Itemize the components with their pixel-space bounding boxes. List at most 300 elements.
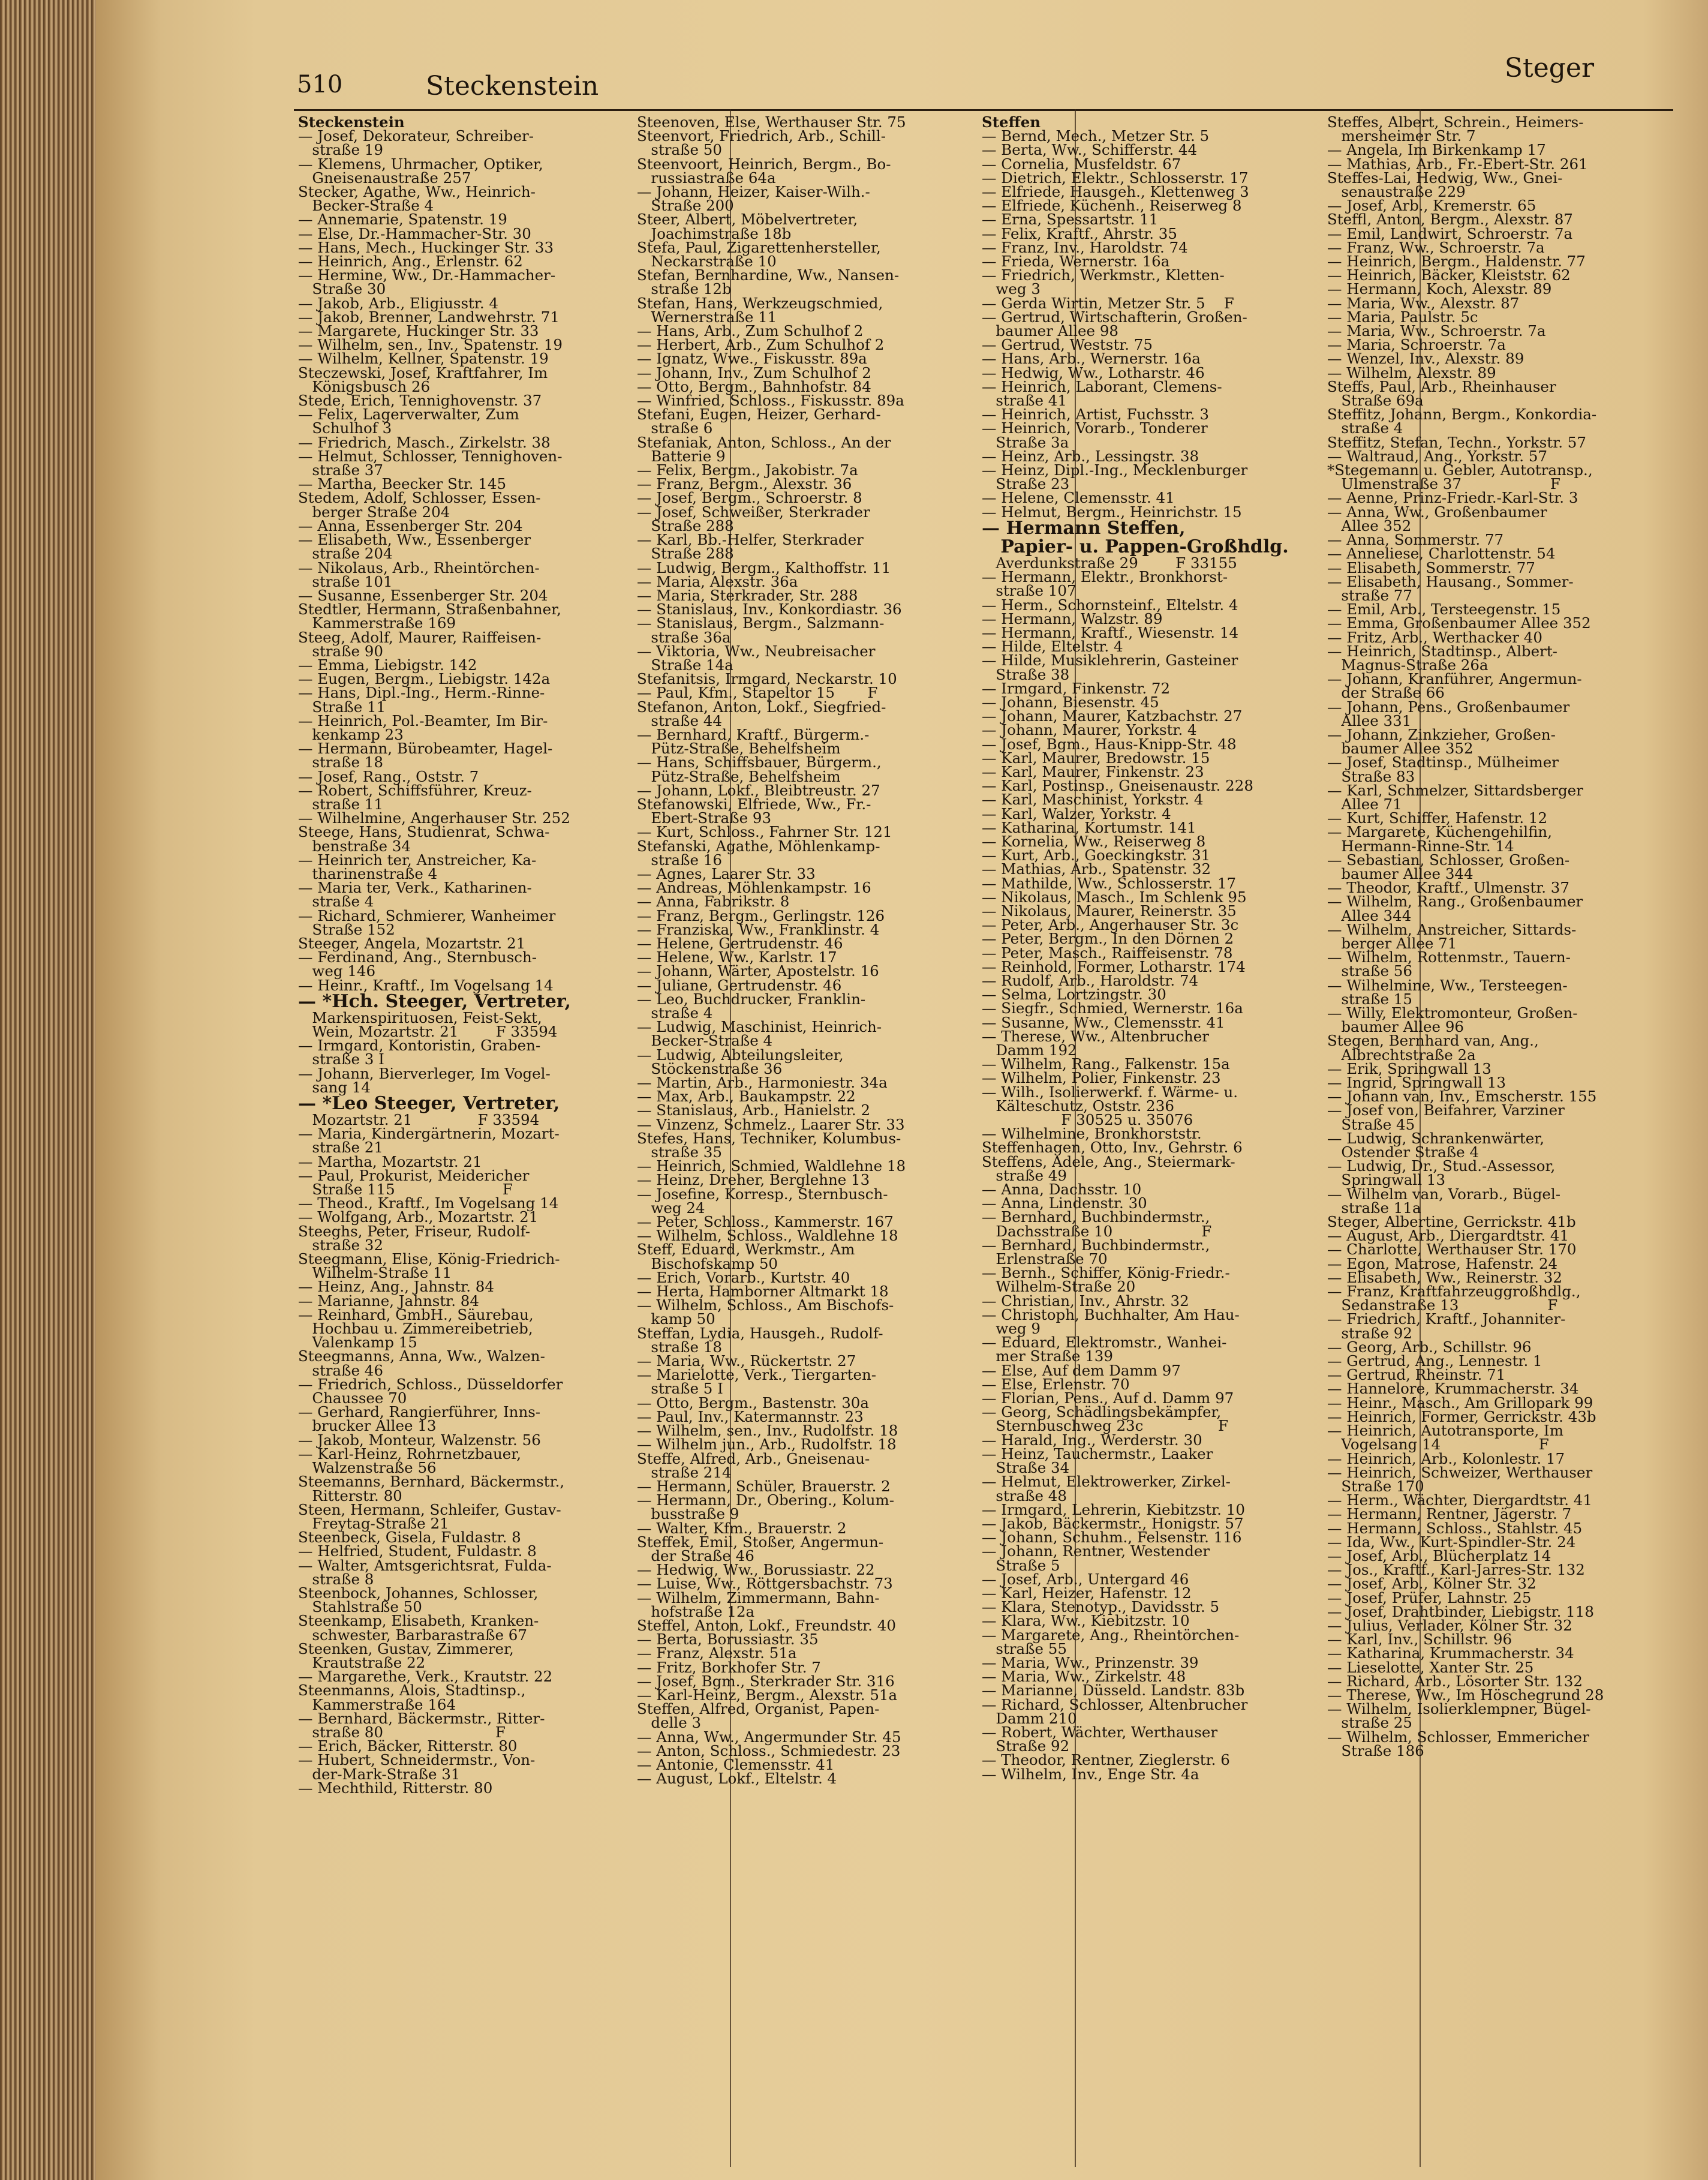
directory-entry: — Josef von, Beifahrer, Varziner Straße 45 — [1327, 1101, 1565, 1133]
directory-entry: — Heinrich, Autotransporte, Im Vogelsang 14 F — [1327, 1422, 1563, 1454]
directory-entry: — Vinzenz, Schmelz., Laarer Str. 33 — [637, 1115, 905, 1133]
directory-entry: — Winfried, Schloss., Fiskusstr. 89a — [637, 392, 904, 410]
directory-entry: — Josef, Bgm., Haus-Knipp-Str. 48 — [982, 735, 1237, 753]
directory-entry: — Wilhelm jun., Arb., Rudolfstr. 18 — [637, 1436, 897, 1454]
directory-entry: — Josef, Schweißer, Sterkrader Straße 288 — [637, 503, 870, 535]
directory-entry: — Gerhard, Rangierführer, Inns- brucker Allee 13 — [298, 1403, 541, 1435]
directory-entry: — Hermann, Rentner, Jägerstr. 7 — [1327, 1505, 1572, 1523]
directory-entry: — Erik, Springwall 13 — [1327, 1059, 1492, 1077]
directory-entry: — Johann, Kranführer, Angermun- der Straße 66 — [1327, 670, 1582, 702]
directory-entry: Steffe, Alfred, Arb., Gneisenau- straße 214 — [637, 1449, 870, 1481]
directory-entry: — Wilhelmine, Ww., Tersteegen- straße 15 — [1327, 976, 1568, 1008]
directory-entry: — Nikolaus, Arb., Rheintörchen- straße 101 — [298, 558, 540, 590]
directory-entry: — Johann, Schuhm., Felsenstr. 116 — [982, 1529, 1242, 1547]
directory-entry: — Josef, Rang., Oststr. 7 — [298, 767, 479, 785]
directory-entry: — Maria, Kindergärtnerin, Mozart- straße 21 — [298, 1125, 560, 1157]
directory-entry: — Herbert, Arb., Zum Schulhof 2 — [637, 336, 885, 354]
directory-entry: — Marianne, Düsseld. Landstr. 83b — [982, 1681, 1245, 1699]
directory-entry: — Wilhelm, Inv., Enge Str. 4a — [982, 1765, 1199, 1783]
directory-entry: — Herm., Schornsteinf., Eltelstr. 4 — [982, 596, 1238, 614]
directory-entry: — Johann, Maurer, Katzbachstr. 27 — [982, 707, 1243, 725]
directory-entry: — Andreas, Möhlenkampstr. 16 — [637, 879, 871, 897]
directory-entry: — Elisabeth, Ww., Reinerstr. 32 — [1327, 1268, 1562, 1286]
directory-entry: — Bernhard, Kraftf., Bürgerm.- Pütz-Straße, Behelfsheim — [637, 725, 870, 758]
directory-entry: — Susanne, Ww., Clemensstr. 41 — [982, 1013, 1225, 1031]
directory-entry: — Friedrich, Schloss., Düsseldorfer Chaussee 70 — [298, 1375, 563, 1407]
directory-entry: — Aenne, Prinz-Friedr.-Karl-Str. 3 — [1327, 489, 1578, 507]
directory-entry: — Agnes, Laarer Str. 33 — [637, 864, 816, 882]
directory-entry: — Karl, Maurer, Finkenstr. 23 — [982, 762, 1204, 780]
directory-entry: — Bernh., Schiffer, König-Friedr.- Wilhelm-Straße 20 — [982, 1264, 1230, 1296]
directory-entry: — Lieselotte, Xanter Str. 25 — [1327, 1658, 1534, 1676]
directory-entry: — Elfriede, Küchenh., Reiserweg 8 — [982, 197, 1242, 215]
directory-entry: — Heinz, Tauchermstr., Laaker Straße 34 — [982, 1445, 1213, 1477]
directory-entry: — Helene, Gertrudenstr. 46 — [637, 934, 843, 952]
directory-entry: Steffs, Paul, Arb., Rheinhauser Straße 69a — [1327, 377, 1556, 410]
directory-entry: — Herta, Hamborner Altmarkt 18 — [637, 1283, 889, 1301]
directory-entry: — Richard, Schmierer, Wanheimer Straße 152 — [298, 906, 556, 938]
directory-entry: — Paul, Kfm., Stapeltor 15 F — [637, 684, 878, 702]
directory-entry: — Franz, Alexstr. 51a — [637, 1644, 797, 1662]
directory-entry: — Hans, Schiffsbauer, Bürgerm., Pütz-Straße, Behelfsheim — [637, 753, 882, 785]
directory-entry: — Anna, Lindenstr. 30 — [982, 1194, 1147, 1212]
directory-entry: — Erich, Vorarb., Kurtstr. 40 — [637, 1268, 850, 1286]
directory-entry: — Klara, Stenotyp., Davidsstr. 5 — [982, 1598, 1220, 1616]
directory-entry: Stefaniak, Anton, Schloss., An der Batterie 9 — [637, 433, 891, 465]
directory-entry: — Heinrich, Ang., Erlenstr. 62 — [298, 253, 523, 271]
directory-entry: — Heinrich, Artist, Fuchsstr. 3 — [982, 406, 1209, 424]
directory-entry: — Johann, Inv., Zum Schulhof 2 — [637, 364, 871, 382]
directory-entry: — Anna, Ww., Großenbaumer Allee 352 — [1327, 503, 1547, 535]
directory-entry: — Heinrich, Former, Gerrickstr. 43b — [1327, 1407, 1596, 1425]
directory-entry: Steffel, Anton, Lokf., Freundstr. 40 — [637, 1616, 896, 1634]
directory-entry: *Stegemann u. Gebler, Autotransp., Ulmenstraße 37 F — [1327, 461, 1593, 493]
directory-entry: — Rudolf, Arb., Haroldstr. 74 — [982, 971, 1199, 989]
directory-entry: — Siegfr., Schmied, Wernerstr. 16a — [982, 999, 1243, 1017]
directory-entry: — Juliane, Gertrudenstr. 46 — [637, 976, 842, 994]
directory-entry: — Ludwig, Bergm., Kalthoffstr. 11 — [637, 558, 891, 576]
directory-entry: — Maria, Ww., Rückertstr. 27 — [637, 1352, 856, 1370]
directory-entry: — Peter, Bergm., In den Dörnen 2 — [982, 930, 1234, 948]
directory-entry: — Josef, Stadtinsp., Mülheimer Straße 83 — [1327, 753, 1559, 785]
directory-entry: — Karl, Walzer, Yorkstr. 4 — [982, 804, 1171, 822]
directory-entry: — Anna, Dachsstr. 10 — [982, 1181, 1142, 1199]
directory-entry: Steeg, Adolf, Maurer, Raiffeisen- straße 90 — [298, 628, 542, 660]
directory-entry: — Eugen, Bergm., Liebigstr. 142a — [298, 670, 551, 688]
directory-entry: — Heinr., Masch., Am Grillopark 99 — [1327, 1394, 1593, 1412]
directory-entry: — Emil, Landwirt, Schroerstr. 7a — [1327, 224, 1573, 242]
directory-entry: Steer, Albert, Möbelvertreter, Joachimstraße 18b — [637, 211, 858, 242]
directory-entry: — Christoph, Buchhalter, Am Hau- weg 9 — [982, 1305, 1240, 1338]
directory-entry: — Wilhelm, Schloss., Am Bischofs- kamp 50 — [637, 1296, 894, 1328]
directory-entry: — Johann van, Inv., Emscherstr. 155 — [1327, 1088, 1597, 1106]
directory-entry: Stecker, Agathe, Ww., Heinrich- Becker-Straße 4 — [298, 183, 536, 215]
directory-entry: — Ludwig, Abteilungsleiter, Stöckenstraße 36 — [637, 1046, 844, 1077]
directory-entry: — Hermann, Elektr., Bronkhorst- straße 107 — [982, 568, 1228, 600]
directory-entry: — Maria, Schroerstr. 7a — [1327, 336, 1506, 354]
directory-entry: — Paul, Inv., Katermannstr. 23 — [637, 1407, 864, 1425]
directory-entry: — Wilhelm, sen., Inv., Rudolfstr. 18 — [637, 1422, 898, 1440]
directory-entry: — Johann, Bierverleger, Im Vogel- sang 14 — [298, 1064, 551, 1096]
directory-entry: — Berta, Borussiastr. 35 — [637, 1631, 819, 1648]
directory-entry: — Helmut, Elektrowerker, Zirkel- straße 48 — [982, 1473, 1231, 1505]
directory-entry: — Margarete, Küchengehilfin, Hermann-Rinne-Str. 14 — [1327, 823, 1552, 855]
directory-entry: — Karl, Bb.-Helfer, Sterkrader Straße 288 — [637, 531, 864, 563]
directory-entry: — Bernhard, Bäckermstr., Ritter- straße 80 F — [298, 1709, 545, 1741]
directory-entry: Steffitz, Stefan, Techn., Yorkstr. 57 — [1327, 433, 1586, 451]
directory-entry: — Berta, Ww., Schifferstr. 44 — [982, 141, 1198, 159]
directory-entry: Markenspirituosen, Feist-Sekt, Wein, Mozartstr. 21 F 33594 — [312, 1008, 558, 1040]
directory-entry: — Elisabeth, Sommerstr. 77 — [1327, 558, 1535, 576]
directory-entry: — Hermann, Schloss., Stahlstr. 45 — [1327, 1519, 1583, 1537]
header-first-surname: Steckenstein — [426, 71, 599, 101]
directory-entry: — Heinrich, Bäcker, Kleiststr. 62 — [1327, 266, 1571, 284]
directory-entry: — Charlotte, Werthauser Str. 170 — [1327, 1241, 1577, 1259]
directory-entry: — Karl, Inv., Schillstr. 96 — [1327, 1631, 1512, 1648]
directory-entry: — Heinrich ter, Anstreicher, Ka- tharinenstraße 4 — [298, 851, 537, 882]
directory-entry: Steenken, Gustav, Zimmerer, Krautstraße 22 — [298, 1639, 514, 1671]
directory-entry: — Josef, Arb., Blücherplatz 14 — [1327, 1547, 1551, 1565]
directory-entry: — Cornelia, Musfeldstr. 67 — [982, 155, 1181, 173]
directory-entry: Steenvoort, Heinrich, Bergm., Bo- russiastraße 64a — [637, 155, 891, 187]
directory-entry: — Franz, Kraftfahrzeuggroßhdlg., Sedanstraße 13 F — [1327, 1283, 1581, 1314]
directory-entry: — Otto, Bergm., Bahnhofstr. 84 — [637, 377, 871, 395]
directory-entry: — Wilhelm, Anstreicher, Sittards- berger Allee 71 — [1327, 920, 1577, 952]
directory-entry: — Fritz, Borkhofer Str. 7 — [637, 1658, 821, 1676]
directory-entry: — Fritz, Arb., Werthacker 40 — [1327, 628, 1542, 646]
directory-entry: — Theodor, Kraftf., Ulmenstr. 37 — [1327, 879, 1569, 897]
directory-entry: — Heinz, Ang., Jahnstr. 84 — [298, 1278, 494, 1296]
directory-entry: — Gerda Wirtin, Metzer Str. 5 F — [982, 294, 1234, 312]
directory-entry: Stegen, Bernhard van, Ang., Albrechtstraße 2a — [1327, 1032, 1539, 1064]
directory-entry: — Johann, Zinkzieher, Großen- baumer Allee 352 — [1327, 725, 1556, 758]
directory-entry: — Kornelia, Ww., Reiserweg 8 — [982, 832, 1206, 850]
directory-entry: — Gertrud, Weststr. 75 — [982, 336, 1153, 354]
directory-entry: Steenbeck, Gisela, Fuldastr. 8 — [298, 1529, 521, 1547]
directory-entry: Steemanns, Bernhard, Bäckermstr., Ritterstr. 80 — [298, 1473, 565, 1505]
directory-entry: — Hermann, Koch, Alexstr. 89 — [1327, 280, 1552, 298]
directory-entry: — Nikolaus, Masch., Im Schlenk 95 — [982, 888, 1247, 906]
directory-entry: — Selma, Lortzingstr. 30 — [982, 986, 1166, 1004]
directory-entry: Mozartstr. 21 F 33594 — [298, 1111, 540, 1129]
directory-entry: — Hermann, Walzstr. 89 — [982, 609, 1163, 627]
directory-entry: — Elisabeth, Hausang., Sommer- straße 77 — [1327, 572, 1574, 604]
directory-entry: Stedtler, Hermann, Straßenbahner, Kammerstraße 169 — [298, 600, 561, 632]
directory-entry: — Gertrud, Wirtschafterin, Großen- baumer Allee 98 — [982, 308, 1247, 340]
directory-entry: — Johann, Biesenstr. 45 — [982, 693, 1159, 711]
directory-entry: Steger, Albertine, Gerrickstr. 41b — [1327, 1213, 1576, 1231]
directory-entry: Steenoven, Else, Werthauser Str. 75 — [637, 115, 906, 131]
directory-entry: — Julius, Verlader, Kölner Str. 32 — [1327, 1616, 1572, 1634]
directory-entry: — Hans, Dipl.-Ing., Herm.-Rinne- Straße 11 — [298, 684, 545, 716]
directory-entry: — Maria, Alexstr. 36a — [637, 572, 798, 590]
directory-entry: — Wilhelmine, Bronkhorststr. — [982, 1125, 1202, 1143]
directory-entry: — Viktoria, Ww., Neubreisacher Straße 14a — [637, 642, 876, 674]
directory-entry: — Margarete, Ang., Rheintörchen- straße 55 — [982, 1626, 1240, 1657]
directory-entry: — Wilhelm, Rang., Großenbaumer Allee 344 — [1327, 893, 1583, 924]
directory-entry: — Martin, Arb., Harmoniestr. 34a — [637, 1074, 888, 1092]
directory-entry: — Johann, Maurer, Yorkstr. 4 — [982, 721, 1197, 739]
directory-entry: — Wilhelm van, Vorarb., Bügel- straße 11a — [1327, 1185, 1560, 1217]
directory-entry: — Johann, Wärter, Apostelstr. 16 — [637, 962, 879, 980]
directory-entry: — Maria, Sterkrader, Str. 288 — [637, 586, 858, 604]
directory-entry: — Antonie, Clemensstr. 41 — [637, 1755, 835, 1773]
directory-entry: — Erich, Bäcker, Ritterstr. 80 — [298, 1737, 518, 1755]
directory-entry: — Emil, Arb., Tersteegenstr. 15 — [1327, 600, 1561, 618]
directory-entry: Steenbock, Johannes, Schlosser, Stahlstraße 50 — [298, 1584, 539, 1616]
directory-entry: Stefani, Eugen, Heizer, Gerhard- straße 6 — [637, 406, 881, 437]
directory-entry: — Heinz, Dipl.-Ing., Mecklenburger Straße 23 — [982, 461, 1248, 493]
directory-entry: — Josef, Bgm., Sterkrader Str. 316 — [637, 1672, 895, 1690]
directory-entry: — Heinrich, Pol.-Beamter, Im Bir- kenkamp 23 — [298, 711, 548, 743]
directory-entry: — Johann, Lokf., Bleibtreustr. 27 — [637, 781, 880, 799]
directory-entry: — Wilhelm, Schloss., Waldlehne 18 — [637, 1227, 898, 1245]
directory-entry: — Ludwig, Maschinist, Heinrich- Becker-Straße 4 — [637, 1018, 882, 1050]
directory-column-2 — [637, 115, 982, 2167]
directory-entry: — Peter, Schloss., Kammerstr. 167 — [637, 1213, 894, 1231]
directory-entry: — Josef, Arb., Untergard 46 — [982, 1570, 1189, 1588]
directory-entry: — Franz, Bergm., Gerlingstr. 126 — [637, 906, 885, 924]
directory-entry: Steczewski, Josef, Kraftfahrer, Im Königsbusch 26 — [298, 364, 548, 395]
directory-entry: — Felix, Lagerverwalter, Zum Schulhof 3 — [298, 406, 519, 437]
directory-entry: — Max, Arb., Baukampstr. 22 — [637, 1088, 856, 1106]
directory-entry: — Klemens, Uhrmacher, Optiker, Gneisenaustraße 257 — [298, 155, 543, 187]
directory-entry: — Katharina, Krummacherstr. 34 — [1327, 1644, 1574, 1662]
directory-entry: — Ignatz, Wwe., Fiskusstr. 89a — [637, 350, 867, 368]
directory-entry: — Maria, Ww., Schroerstr. 7a — [1327, 322, 1546, 340]
directory-entry: — Jakob, Brenner, Landwehrstr. 71 — [298, 308, 560, 326]
directory-entry: — Hilde, Musiklehrerin, Gasteiner Straße 38 — [982, 651, 1238, 683]
directory-entry: — Karl-Heinz, Bergm., Alexstr. 51a — [637, 1686, 898, 1704]
directory-entry: — Nikolaus, Maurer, Reinerstr. 35 — [982, 902, 1237, 920]
page-number: 510 — [297, 71, 343, 98]
directory-entry: Stefanowski, Elfriede, Ww., Fr.- Ebert-Straße 93 — [637, 795, 871, 827]
directory-entry: — Ingrid, Springwall 13 — [1327, 1074, 1506, 1092]
directory-entry: — Irmgard, Kontoristin, Graben- straße 3 I — [298, 1037, 541, 1068]
directory-entry: — Herm., Wächter, Diergardtstr. 41 — [1327, 1491, 1592, 1509]
directory-entry: — Kurt, Schloss., Fahrner Str. 121 — [637, 823, 892, 841]
directory-entry: — Hedwig, Ww., Borussiastr. 22 — [637, 1561, 875, 1579]
directory-entry: — Wilhelm, Rang., Falkenstr. 15a — [982, 1055, 1230, 1073]
directory-entry: — Jakob, Bäckermstr., Honigstr. 57 — [982, 1514, 1244, 1532]
directory-entry: — Stanislaus, Bergm., Salzmann- straße 36a — [637, 614, 885, 646]
directory-entry: — Bernd, Mech., Metzer Str. 5 — [982, 127, 1210, 145]
directory-entry: — Wilhelm, Schlosser, Emmericher Straße 186 — [1327, 1728, 1589, 1759]
advertisement-entry: — Hermann Steffen, — [982, 517, 1186, 539]
directory-entry: Stefanski, Agathe, Möhlenkamp- straße 16 — [637, 837, 880, 869]
directory-entry: — Emma, Liebigstr. 142 — [298, 656, 477, 674]
directory-entry: — Harald, Ing., Werderstr. 30 — [982, 1431, 1202, 1449]
directory-entry: — Heinrich, Vorarb., Tonderer Straße 3a — [982, 419, 1208, 451]
directory-entry: — Karl, Maurer, Bredowstr. 15 — [982, 749, 1210, 767]
directory-entry: Steenvort, Friedrich, Arb., Schill- straße 50 — [637, 127, 886, 159]
directory-entry: Steen, Hermann, Schleifer, Gustav- Freytag-Straße 21 — [298, 1500, 561, 1532]
directory-entry: — Eduard, Elektromstr., Wanhei- mer Straße 139 — [982, 1334, 1227, 1365]
directory-entry: — Irmgard, Lehrerin, Kiebitzstr. 10 — [982, 1500, 1245, 1518]
directory-entry: — Heinrich, Arb., Kolonlestr. 17 — [1327, 1449, 1565, 1467]
directory-entry: Steeghs, Peter, Friseur, Rudolf- straße 32 — [298, 1222, 531, 1254]
directory-entry: Stefan, Bernhardine, Ww., Nansen- straße 12b — [637, 266, 900, 298]
directory-entry: — Robert, Wächter, Werthauser Straße 92 — [982, 1723, 1218, 1755]
directory-entry: — Karl, Postinsp., Gneisenaustr. 228 — [982, 777, 1253, 795]
directory-entry: — Jakob, Monteur, Walzenstr. 56 — [298, 1431, 541, 1449]
directory-entry: Steffes, Albert, Schrein., Heimers- mersheimer Str. 7 — [1327, 115, 1584, 145]
directory-entry: — Ida, Ww., Kurt-Spindler-Str. 24 — [1327, 1533, 1576, 1551]
directory-entry: — Hans, Arb., Wernerstr. 16a — [982, 350, 1201, 368]
directory-entry: — Ludwig, Dr., Stud.-Assessor, Springwall 13 — [1327, 1157, 1556, 1189]
directory-entry: Steffitz, Johann, Bergm., Konkordia- straße 4 — [1327, 406, 1597, 437]
directory-entry: — Bernhard, Buchbindermstr., Erlenstraße 70 — [982, 1236, 1210, 1268]
directory-entry: — Helmut, Bergm., Heinrichstr. 15 — [982, 503, 1242, 521]
directory-entry: — Else, Dr.-Hammacher-Str. 30 — [298, 224, 531, 242]
directory-entry: — Hermine, Ww., Dr.-Hammacher- Straße 30 — [298, 266, 556, 298]
directory-entry: — Therese, Ww., Altenbrucher Damm 192 — [982, 1027, 1209, 1059]
directory-entry: — Klara, Ww., Kiebitzstr. 10 — [982, 1612, 1190, 1630]
directory-entry: Stefanitsis, Irmgard, Neckarstr. 10 — [637, 670, 897, 688]
directory-entry: — Friedrich, Kraftf., Johanniter- straße 92 — [1327, 1310, 1566, 1342]
directory-entry: — Maria, Ww., Alexstr. 87 — [1327, 294, 1520, 312]
directory-entry: — Dietrich, Elektr., Schlosserstr. 17 — [982, 169, 1249, 187]
directory-entry: — Stanislaus, Arb., Hanielstr. 2 — [637, 1101, 871, 1119]
directory-entry: — Maria, Paulstr. 5c — [1327, 308, 1478, 326]
directory-entry: — Wilhelm, Zimmermann, Bahn- hofstraße 12a — [637, 1589, 880, 1620]
directory-entry: — Wilhelm, Polier, Finkenstr. 23 — [982, 1069, 1221, 1087]
directory-entry: — Johann, Rentner, Westender Straße 5 — [982, 1542, 1210, 1574]
directory-entry: — Johann, Heizer, Kaiser-Wilh.- Straße 200 — [637, 183, 870, 215]
directory-entry: — Josef, Drahtbinder, Liebigstr. 118 — [1327, 1602, 1594, 1620]
directory-entry: — Wenzel, Inv., Alexstr. 89 — [1327, 350, 1524, 368]
directory-entry: — Anna, Essenberger Str. 204 — [298, 517, 523, 535]
directory-entry: Steffl, Anton, Bergm., Alexstr. 87 — [1327, 211, 1573, 229]
directory-entry: Steffenhagen, Otto, Inv., Gehrstr. 6 — [982, 1139, 1243, 1157]
directory-entry: — Stanislaus, Inv., Konkordiastr. 36 — [637, 600, 902, 618]
directory-entry: — Luise, Ww., Röttgersbachstr. 73 — [637, 1575, 893, 1593]
directory-entry: — Heinrich, Schweizer, Werthauser Straße 170 — [1327, 1463, 1593, 1495]
directory-entry: — Heinrich, Bergm., Haldenstr. 77 — [1327, 253, 1586, 271]
header-rule — [294, 109, 1673, 111]
directory-entry: — Heinz, Arb., Lessingstr. 38 — [982, 447, 1199, 465]
directory-entry: Steff, Eduard, Werkmstr., Am Bischofskamp 50 — [637, 1241, 855, 1272]
directory-entry: — Robert, Schiffsführer, Kreuz- straße 11 — [298, 781, 532, 813]
directory-entry: — Franz, Bergm., Alexstr. 36 — [637, 475, 852, 493]
directory-entry: Steckenstein — [298, 115, 405, 131]
directory-entry: — Ludwig, Schrankenwärter, Ostender Straße 4 — [1327, 1129, 1545, 1161]
directory-entry: — Josefine, Korresp., Sternbusch- weg 24 — [637, 1185, 888, 1217]
directory-entry: — Anneliese, Charlottenstr. 54 — [1327, 545, 1556, 563]
directory-entry: — Martha, Mozartstr. 21 — [298, 1152, 482, 1170]
directory-entry: — August, Arb., Diergardtstr. 41 — [1327, 1227, 1569, 1245]
directory-entry: — Helene, Clemensstr. 41 — [982, 489, 1175, 507]
directory-entry: — Ferdinand, Ang., Sternbusch- weg 146 — [298, 948, 537, 980]
directory-entry: — Wilhelm, sen., Inv., Spatenstr. 19 — [298, 336, 563, 354]
directory-entry: Stefanon, Anton, Lokf., Siegfried- straße 44 — [637, 698, 886, 729]
directory-entry: — Wilhelmine, Angerhauser Str. 252 — [298, 809, 570, 827]
directory-entry: — Wilhelm, Alexstr. 89 — [1327, 364, 1496, 382]
directory-entry: — Heinrich, Laborant, Clemens- straße 41 — [982, 377, 1222, 410]
directory-entry: — Susanne, Essenberger Str. 204 — [298, 586, 548, 604]
directory-entry: — Egon, Matrose, Hafenstr. 24 — [1327, 1254, 1558, 1272]
directory-entry: — Martha, Beecker Str. 145 — [298, 475, 507, 493]
directory-entry: — Karl, Heizer, Hafenstr. 12 — [982, 1584, 1192, 1602]
directory-entry: — Heinrich, Schmied, Waldlehne 18 — [637, 1157, 906, 1175]
directory-entry: Steeger, Angela, Mozartstr. 21 — [298, 934, 526, 952]
directory-entry: — Georg, Arb., Schillstr. 96 — [1327, 1338, 1532, 1356]
directory-entry: — Gertrud, Ang., Lennestr. 1 — [1327, 1352, 1542, 1370]
directory-entry: — Franziska, Ww., Franklinstr. 4 — [637, 920, 880, 938]
directory-entry: — Hubert, Schneidermstr., Von- der-Mark-Straße 31 — [298, 1751, 536, 1783]
directory-entry: — Theodor, Rentner, Zieglerstr. 6 — [982, 1751, 1230, 1769]
directory-entry: — Karl, Maschinist, Yorkstr. 4 — [982, 791, 1204, 809]
directory-entry: — Josef, Prüfer, Lahnstr. 25 — [1327, 1589, 1532, 1607]
directory-entry: — Reinhard, GmbH., Säurebau, Hochbau u. Zimmereibetrieb, Valenkamp 15 — [298, 1305, 534, 1352]
directory-entry: — Helmut, Schlosser, Tennighoven- straße 37 — [298, 447, 563, 479]
directory-entry: — Reinhold, Former, Lotharstr. 174 — [982, 957, 1246, 975]
directory-entry: — Hedwig, Ww., Lotharstr. 46 — [982, 364, 1205, 382]
advertisement-entry: Papier- u. Pappen-Großhdlg. — [982, 536, 1289, 557]
directory-entry: — Anna, Ww., Angermunder Str. 45 — [637, 1728, 901, 1746]
header-last-surname: Steger — [1504, 53, 1594, 83]
directory-entry: — Wolfgang, Arb., Mozartstr. 21 — [298, 1208, 539, 1226]
directory-entry: — Walter, Kfm., Brauerstr. 2 — [637, 1519, 847, 1537]
directory-entry: — Margarete, Huckinger Str. 33 — [298, 322, 539, 340]
directory-entry: — Irmgard, Finkenstr. 72 — [982, 679, 1171, 697]
directory-column-3 — [982, 115, 1327, 2167]
directory-entry: — Peter, Arb., Angerhauser Str. 3c — [982, 916, 1239, 934]
advertisement-entry: — *Hch. Steeger, Vertreter, — [298, 990, 571, 1012]
directory-entry: — Friedrich, Masch., Zirkelstr. 38 — [298, 433, 551, 451]
directory-entry: Stefes, Hans, Techniker, Kolumbus- straße 35 — [637, 1129, 901, 1161]
directory-entry: Steegmann, Elise, König-Friedrich- Wilhelm-Straße 11 — [298, 1250, 560, 1282]
directory-entry: — Theod., Kraftf., Im Vogelsang 14 — [298, 1194, 559, 1212]
directory-entry: — Marielotte, Verk., Tiergarten- straße 5 I — [637, 1366, 877, 1398]
directory-entry: — Else, Erlenstr. 70 — [982, 1375, 1130, 1393]
directory-entry: — Wilhelm, Isolierklempner, Bügel- straße 25 — [1327, 1700, 1591, 1732]
directory-entry: Steegmanns, Anna, Ww., Walzen- straße 46 — [298, 1347, 545, 1379]
directory-entry: — Heinr., Kraftf., Im Vogelsang 14 — [298, 976, 554, 994]
directory-entry: — Johann, Pens., Großenbaumer Allee 331 — [1327, 698, 1570, 729]
directory-entry: — Heinrich, Stadtinsp., Albert- Magnus-Straße 26a — [1327, 642, 1557, 674]
directory-entry: — Josef, Arb., Kremerstr. 65 — [1327, 197, 1536, 215]
directory-entry: — Margarethe, Verk., Krautstr. 22 — [298, 1668, 553, 1686]
directory-entry: — Maria, Ww., Zirkelstr. 48 — [982, 1668, 1186, 1686]
directory-entry: — Sebastian, Schlosser, Großen- baumer Allee 344 — [1327, 851, 1570, 882]
directory-entry: — Katharina, Kortumstr. 141 — [982, 818, 1196, 836]
directory-entry: — Richard, Schlosser, Altenbrucher Damm 210 — [982, 1695, 1248, 1727]
directory-entry: — Wilhelm, Rottenmstr., Tauern- straße 56 — [1327, 948, 1571, 980]
directory-entry: — Florian, Pens., Auf d. Damm 97 — [982, 1389, 1234, 1407]
directory-column-4 — [1327, 115, 1672, 2167]
directory-entry: — Willy, Elektromonteur, Großen- baumer Allee 96 — [1327, 1004, 1578, 1036]
directory-entry: — Kurt, Schiffer, Hafenstr. 12 — [1327, 809, 1548, 827]
directory-entry: — Peter, Masch., Raiffeisenstr. 78 — [982, 944, 1233, 962]
directory-column-1 — [298, 115, 643, 2167]
directory-entry: — Gertrud, Rheinstr. 71 — [1327, 1366, 1506, 1384]
directory-entry: — Felix, Kraftf., Ahrstr. 35 — [982, 224, 1177, 242]
directory-entry: — Hans, Mech., Huckinger Str. 33 — [298, 238, 554, 256]
directory-entry: — Helene, Ww., Karlstr. 17 — [637, 948, 837, 966]
directory-entry: — Josef, Dekorateur, Schreiber- straße 19 — [298, 127, 534, 159]
directory-entry: — Frieda, Wernerstr. 16a — [982, 253, 1170, 271]
directory-entry: — Karl-Heinz, Rohrnetzbauer, Walzenstraße 56 — [298, 1445, 522, 1477]
directory-entry: Averdunkstraße 29 F 33155 — [982, 554, 1237, 572]
directory-entry: Steffek, Emil, Stoßer, Angermun- der Straße 46 — [637, 1533, 884, 1565]
directory-entry: — Franz, Inv., Haroldstr. 74 — [982, 238, 1188, 256]
directory-entry: — Hermann, Kraftf., Wiesenstr. 14 — [982, 623, 1239, 641]
directory-entry: — Annemarie, Spatenstr. 19 — [298, 211, 507, 229]
directory-entry: — Kurt, Arb., Goeckingkstr. 31 — [982, 846, 1211, 864]
directory-entry: Steffan, Lydia, Hausgeh., Rudolf- straße 18 — [637, 1324, 883, 1356]
directory-entry: — August, Lokf., Eltelstr. 4 — [637, 1770, 837, 1788]
